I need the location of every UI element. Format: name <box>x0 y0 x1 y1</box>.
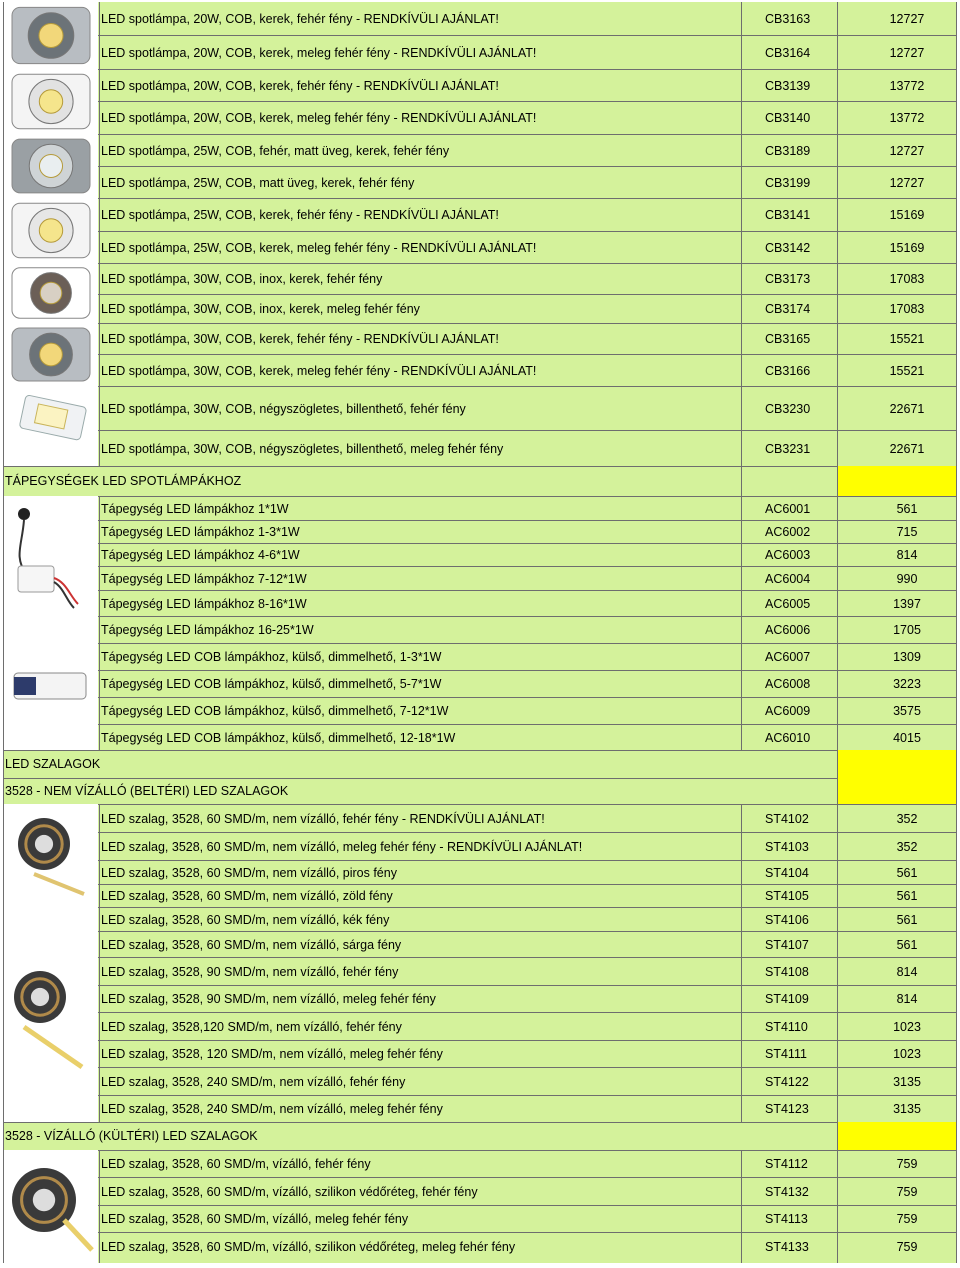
product-price: 12727 <box>889 11 925 26</box>
product-code: AC6007 <box>765 650 811 664</box>
product-price: 759 <box>896 1184 918 1199</box>
product-price: 3223 <box>893 677 921 691</box>
product-code: CB3163 <box>765 11 811 26</box>
price-column-highlight <box>837 750 957 778</box>
column-divider <box>741 804 742 1122</box>
price-column-highlight <box>837 1122 957 1150</box>
product-description: LED szalag, 3528,120 SMD/m, nem vízálló, fehér fény <box>101 1019 402 1034</box>
product-price: 759 <box>896 1240 918 1254</box>
product-code: ST4113 <box>765 1212 808 1226</box>
product-code: ST4122 <box>765 1074 809 1089</box>
product-description: LED spotlámpa, 30W, COB, négyszögletes, billenthető, fehér fény <box>101 401 466 416</box>
product-description: LED spotlámpa, 30W, COB, kerek, fehér fény - RENDKÍVÜLI AJÁNLAT! <box>101 332 499 346</box>
product-price: 12727 <box>889 143 925 158</box>
column-divider <box>99 496 100 750</box>
product-code: CB3173 <box>765 272 811 286</box>
product-price: 1397 <box>893 596 921 611</box>
table-row <box>3 198 957 231</box>
product-code: ST4133 <box>765 1240 809 1254</box>
product-price: 15521 <box>889 363 925 378</box>
column-divider <box>741 1150 742 1263</box>
table-row <box>3 590 957 616</box>
table-row <box>3 1067 957 1095</box>
product-code: ST4123 <box>765 1102 809 1116</box>
product-image-indoor-strip-60 <box>4 804 98 957</box>
product-code: AC6004 <box>765 571 811 586</box>
product-description: LED spotlámpa, 25W, COB, kerek, fehér fény - RENDKÍVÜLI AJÁNLAT! <box>101 208 499 222</box>
product-price: 15169 <box>889 208 925 222</box>
product-price: 12727 <box>889 175 925 190</box>
column-divider <box>99 2 100 466</box>
product-description: LED szalag, 3528, 60 SMD/m, vízálló, szilikon védőréteg, fehér fény <box>101 1184 478 1199</box>
product-description: LED szalag, 3528, 60 SMD/m, nem vízálló, zöld fény <box>101 889 393 903</box>
product-description: LED szalag, 3528, 60 SMD/m, nem vízálló, meleg fehér fény - RENDKÍVÜLI AJÁNLAT! <box>101 839 583 854</box>
table-row <box>3 323 957 354</box>
table-row <box>3 354 957 386</box>
product-price: 561 <box>896 501 918 516</box>
column-divider <box>99 1150 100 1263</box>
product-description: Tápegység LED lámpákhoz 7-12*1W <box>101 571 307 586</box>
price-column-highlight <box>837 466 957 496</box>
product-price: 22671 <box>889 441 925 456</box>
product-image-spot-20w-white-drawing <box>4 69 98 134</box>
product-code: CB3166 <box>765 363 811 378</box>
product-price: 17083 <box>889 272 925 286</box>
table-row <box>3 931 957 957</box>
product-code: CB3142 <box>765 240 811 255</box>
product-description: Tápegység LED COB lámpákhoz, külső, dimmelhető, 5-7*1W <box>101 677 442 691</box>
section-heading-outdoor-strips: 3528 - VÍZÁLLÓ (KÜLTÉRI) LED SZALAGOK <box>5 1129 258 1143</box>
product-description: Tápegység LED lámpákhoz 8-16*1W <box>101 596 307 611</box>
product-code: AC6008 <box>765 677 811 691</box>
product-code: AC6001 <box>765 501 811 516</box>
product-description: Tápegység LED COB lámpákhoz, külső, dimmelhető, 1-3*1W <box>101 650 442 664</box>
product-price: 15521 <box>889 332 925 346</box>
column-divider <box>837 2 838 1263</box>
product-price: 22671 <box>889 401 925 416</box>
product-price: 715 <box>896 525 918 539</box>
product-image-spot-30w-square-drawing <box>4 386 98 466</box>
table-row <box>3 832 957 860</box>
product-code: ST4103 <box>765 839 809 854</box>
product-description: LED spotlámpa, 25W, COB, fehér, matt üveg, kerek, fehér fény <box>101 143 450 158</box>
product-code: ST4105 <box>765 889 809 903</box>
product-code: AC6005 <box>765 596 811 611</box>
product-description: LED szalag, 3528, 60 SMD/m, vízálló, fehér fény <box>101 1157 371 1171</box>
product-image-spot-25w-white-drawing <box>4 198 98 263</box>
product-code: CB3141 <box>765 208 811 222</box>
product-description: LED szalag, 3528, 60 SMD/m, vízálló, szilikon védőréteg, meleg fehér fény <box>101 1240 516 1254</box>
product-code: CB3199 <box>765 175 811 190</box>
table-row <box>3 69 957 101</box>
product-description: LED spotlámpa, 30W, COB, négyszögletes, billenthető, meleg fehér fény <box>101 441 504 456</box>
table-row <box>3 724 957 750</box>
product-image-spot-25w-matt <box>4 134 98 198</box>
product-code: AC6010 <box>765 730 811 745</box>
column-divider <box>99 804 100 1122</box>
table-row <box>3 35 957 69</box>
product-code: AC6006 <box>765 623 811 637</box>
product-image-spot-20w-white <box>4 69 98 134</box>
product-description: LED szalag, 3528, 60 SMD/m, nem vízálló, sárga fény <box>101 937 402 952</box>
product-price: 13772 <box>889 78 925 93</box>
product-description: LED szalag, 3528, 60 SMD/m, vízálló, meleg fehér fény <box>101 1212 409 1226</box>
product-description: LED szalag, 3528, 90 SMD/m, nem vízálló, meleg fehér fény <box>101 992 436 1006</box>
table-row <box>3 643 957 670</box>
table-row <box>3 616 957 643</box>
product-description: LED szalag, 3528, 60 SMD/m, nem vízálló, fehér fény - RENDKÍVÜLI AJÁNLAT! <box>101 811 545 826</box>
product-description: LED szalag, 3528, 60 SMD/m, nem vízálló, piros fény <box>101 865 397 880</box>
product-image-spot-30w-square <box>4 386 98 466</box>
product-code: CB3140 <box>765 111 811 125</box>
product-description: LED szalag, 3528, 120 SMD/m, nem vízálló, meleg fehér fény <box>101 1047 443 1061</box>
product-price: 3135 <box>893 1074 921 1089</box>
product-description: LED spotlámpa, 30W, COB, inox, kerek, fehér fény <box>101 272 383 286</box>
product-price: 759 <box>896 1157 918 1171</box>
table-row <box>3 1040 957 1067</box>
section-heading-power-supplies: TÁPEGYSÉGEK LED SPOTLÁMPÁKHOZ <box>5 474 242 488</box>
product-code: CB3139 <box>765 78 811 93</box>
product-image-indoor-strip-90-drawing <box>4 957 98 1122</box>
product-description: LED spotlámpa, 30W, COB, kerek, meleg fehér fény - RENDKÍVÜLI AJÁNLAT! <box>101 363 537 378</box>
table-row <box>3 566 957 590</box>
table-row <box>3 985 957 1012</box>
product-image-power-supply-drawing <box>4 496 98 643</box>
product-description: LED spotlámpa, 30W, COB, inox, kerek, meleg fehér fény <box>101 302 420 316</box>
product-price: 13772 <box>889 111 925 125</box>
table-row <box>3 907 957 931</box>
product-price: 1023 <box>893 1019 921 1034</box>
table-row <box>3 386 957 430</box>
product-code: CB3174 <box>765 302 811 316</box>
product-image-spot-30w-silver <box>4 323 98 386</box>
product-price: 1023 <box>893 1047 921 1061</box>
product-price: 15169 <box>889 240 925 255</box>
product-description: LED spotlámpa, 20W, COB, kerek, meleg fehér fény - RENDKÍVÜLI AJÁNLAT! <box>101 45 537 60</box>
product-price: 561 <box>896 865 918 880</box>
column-divider <box>741 2 742 750</box>
table-row <box>3 670 957 697</box>
column-divider <box>956 2 957 1263</box>
product-image-cob-driver <box>4 643 98 750</box>
table-row <box>3 1177 957 1205</box>
product-price: 352 <box>896 839 918 854</box>
table-row <box>3 697 957 724</box>
product-image-spot-25w-white <box>4 198 98 263</box>
product-image-spot-30w-inox-drawing <box>4 263 98 323</box>
product-description: Tápegység LED COB lámpákhoz, külső, dimmelhető, 7-12*1W <box>101 704 449 718</box>
table-row <box>3 1232 957 1261</box>
product-price: 17083 <box>889 302 925 316</box>
table-row <box>3 1205 957 1232</box>
product-price: 352 <box>896 811 918 826</box>
table-row <box>3 2 957 35</box>
product-code: ST4104 <box>765 865 809 880</box>
product-image-spot-25w-matt-drawing <box>4 134 98 198</box>
product-code: ST4109 <box>765 992 809 1006</box>
product-code: ST4110 <box>765 1019 808 1034</box>
product-image-outdoor-strip-drawing <box>4 1150 98 1263</box>
section-heading-led-strips: LED SZALAGOK <box>5 757 101 771</box>
product-description: LED spotlámpa, 25W, COB, kerek, meleg fehér fény - RENDKÍVÜLI AJÁNLAT! <box>101 240 537 255</box>
table-row <box>3 957 957 985</box>
product-description: LED spotlámpa, 20W, COB, kerek, fehér fény - RENDKÍVÜLI AJÁNLAT! <box>101 11 499 26</box>
product-image-spot-20w-silver <box>4 2 98 69</box>
table-row <box>3 860 957 884</box>
table-row <box>3 134 957 166</box>
product-price: 990 <box>896 571 918 586</box>
product-price: 814 <box>896 548 918 562</box>
product-price: 12727 <box>889 45 925 60</box>
product-description: LED spotlámpa, 20W, COB, kerek, meleg fehér fény - RENDKÍVÜLI AJÁNLAT! <box>101 111 537 125</box>
product-image-outdoor-strip <box>4 1150 98 1263</box>
product-code: CB3189 <box>765 143 811 158</box>
table-row <box>3 166 957 198</box>
product-description: LED szalag, 3528, 90 SMD/m, nem vízálló, fehér fény <box>101 964 399 979</box>
product-code: ST4111 <box>765 1047 807 1061</box>
product-code: AC6002 <box>765 525 811 539</box>
product-description: Tápegység LED lámpákhoz 1-3*1W <box>101 525 300 539</box>
product-code: AC6009 <box>765 704 811 718</box>
product-price: 3575 <box>893 704 921 718</box>
product-price: 561 <box>896 912 918 927</box>
product-description: LED szalag, 3528, 240 SMD/m, nem vízálló, fehér fény <box>101 1074 406 1089</box>
product-code: CB3164 <box>765 45 811 60</box>
product-description: LED spotlámpa, 25W, COB, matt üveg, kerek, fehér fény <box>101 175 415 190</box>
product-description: Tápegység LED COB lámpákhoz, külső, dimmelhető, 12-18*1W <box>101 730 456 745</box>
table-row <box>3 231 957 263</box>
table-row <box>3 263 957 294</box>
product-price: 561 <box>896 889 918 903</box>
product-code: ST4108 <box>765 964 809 979</box>
product-description: Tápegység LED lámpákhoz 4-6*1W <box>101 548 300 562</box>
product-image-cob-driver-drawing <box>4 643 98 750</box>
product-code: ST4107 <box>765 937 809 952</box>
table-row <box>3 294 957 323</box>
table-row <box>3 430 957 466</box>
product-code: ST4102 <box>765 811 809 826</box>
product-description: Tápegység LED lámpákhoz 1*1W <box>101 501 289 516</box>
product-code: CB3231 <box>765 441 811 456</box>
price-list-sheet <box>3 2 957 1263</box>
product-code: ST4106 <box>765 912 809 927</box>
table-row <box>3 1095 957 1122</box>
table-row <box>3 884 957 907</box>
product-description: Tápegység LED lámpákhoz 16-25*1W <box>101 623 314 637</box>
table-row <box>3 1012 957 1040</box>
product-image-indoor-strip-90 <box>4 957 98 1122</box>
product-price: 814 <box>896 992 918 1006</box>
product-image-spot-30w-inox <box>4 263 98 323</box>
product-price: 561 <box>896 937 918 952</box>
product-image-indoor-strip-60-drawing <box>4 804 98 957</box>
product-price: 814 <box>896 964 918 979</box>
product-code: ST4132 <box>765 1184 809 1199</box>
product-image-spot-20w-silver-drawing <box>4 2 98 69</box>
product-image-power-supply <box>4 496 98 643</box>
product-code: AC6003 <box>765 548 811 562</box>
table-row <box>3 101 957 134</box>
section-heading-indoor-strips: 3528 - NEM VÍZÁLLÓ (BELTÉRI) LED SZALAGOK <box>5 784 289 798</box>
table-row <box>3 496 957 520</box>
product-code: CB3230 <box>765 401 811 416</box>
product-description: LED spotlámpa, 20W, COB, kerek, fehér fény - RENDKÍVÜLI AJÁNLAT! <box>101 78 499 93</box>
product-price: 4015 <box>893 730 921 745</box>
table-row <box>3 804 957 832</box>
table-row <box>3 520 957 543</box>
product-price: 3135 <box>893 1102 921 1116</box>
table-row <box>3 1150 957 1177</box>
product-price: 759 <box>896 1212 918 1226</box>
product-price: 1309 <box>893 650 921 664</box>
product-code: CB3165 <box>765 332 811 346</box>
table-row <box>3 543 957 566</box>
price-column-highlight <box>837 778 957 804</box>
product-image-spot-30w-silver-drawing <box>4 323 98 386</box>
product-code: ST4112 <box>765 1157 808 1171</box>
product-description: LED szalag, 3528, 60 SMD/m, nem vízálló, kék fény <box>101 912 390 927</box>
product-price: 1705 <box>893 623 921 637</box>
product-description: LED szalag, 3528, 240 SMD/m, nem vízálló, meleg fehér fény <box>101 1102 443 1116</box>
